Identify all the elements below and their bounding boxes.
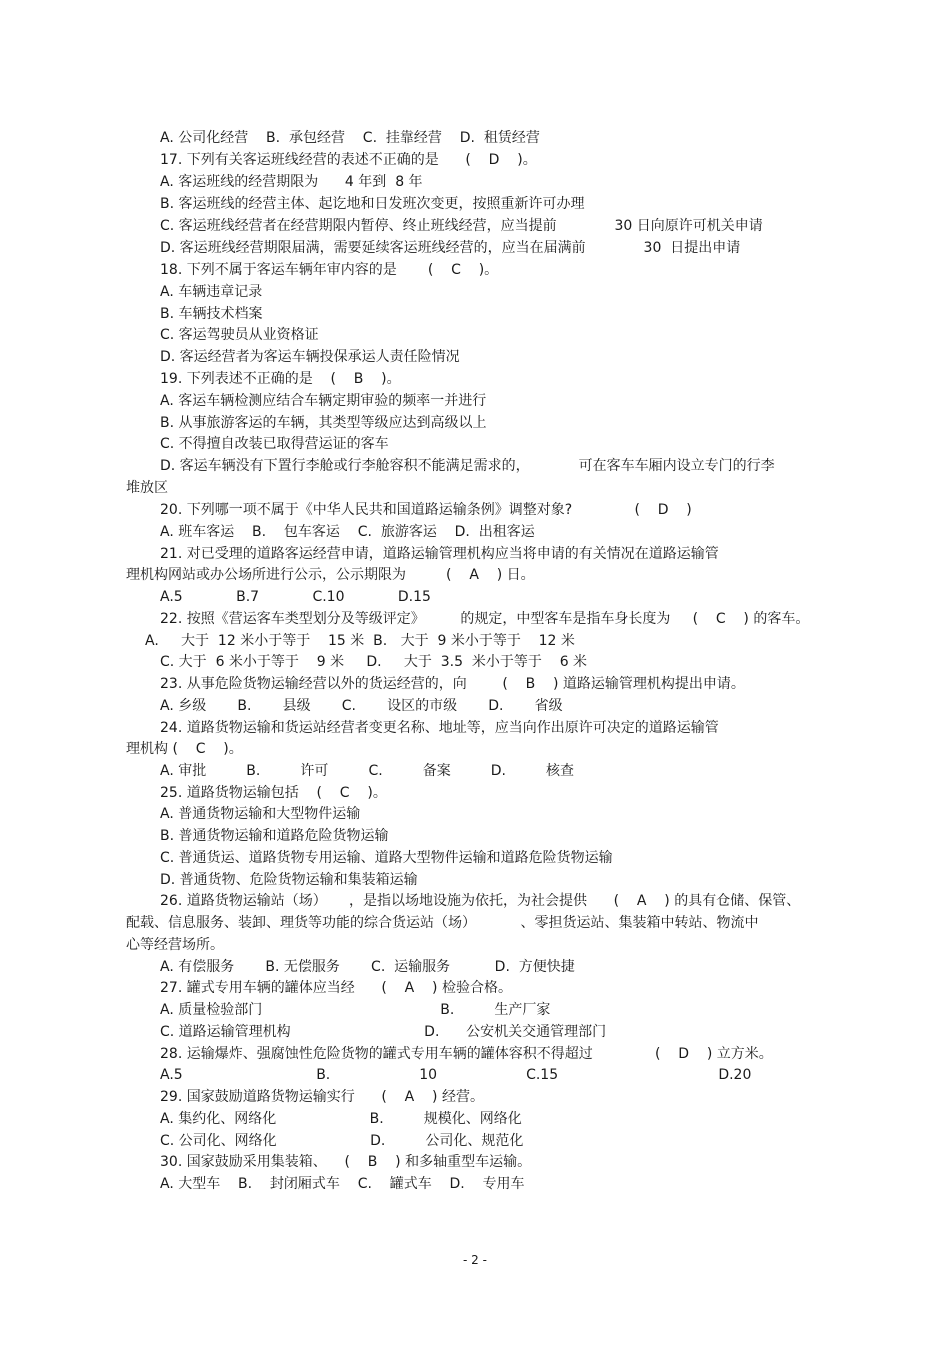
option-line: A. 客运车辆检测应结合车辆定期审验的频率一并进行	[160, 393, 487, 409]
option-line: B. 普通货物运输和道路危险货物运输	[160, 828, 389, 844]
page-number: - 2 -	[463, 1253, 487, 1267]
question-21: 21. 对已受理的道路客运经营申请，道路运输管理机构应当将申请的有关情况在道路运输管	[160, 546, 719, 562]
option-line-continued: 堆放区	[126, 480, 168, 496]
option-line: B. 从事旅游客运的车辆，其类型等级应达到高级以上	[160, 415, 487, 431]
option-line: A. 质量检验部门 B. 生产厂家	[160, 1002, 551, 1018]
option-line: D. 普通货物、危险货物运输和集装箱运输	[160, 872, 418, 888]
option-line: C. 道路运输管理机构 D. 公安机关交通管理部门	[160, 1024, 607, 1040]
option-line: A. 审批 B. 许可 C. 备案 D. 核查	[160, 763, 575, 779]
question-21-continued: 理机构网站或办公场所进行公示，公示期限为 ( A ) 日。	[126, 567, 535, 583]
question-29: 29. 国家鼓励道路货物运输实行 ( A ) 经营。	[160, 1089, 484, 1105]
option-line: A. 普通货物运输和大型物件运输	[160, 806, 361, 822]
option-line: A. 班车客运 B. 包车客运 C. 旅游客运 D. 出租客运	[160, 524, 535, 540]
question-19: 19. 下列表述不正确的是 ( B )。	[160, 371, 401, 387]
option-line: A. 有偿服务 B. 无偿服务 C. 运输服务 D. 方便快捷	[160, 959, 575, 975]
option-line: D. 客运车辆没有下置行李舱或行李舱容积不能满足需求的， 可在客车车厢内设立专门的行李	[160, 458, 775, 474]
option-line: B. 客运班线的经营主体、起讫地和日发班次变更，按照重新许可办理	[160, 196, 585, 212]
question-26: 26. 道路货物运输站（场） ，是指以场地设施为依托，为社会提供 ( A ) 的具有仓储、保管、	[160, 893, 801, 909]
option-line: A. 大型车 B. 封闭厢式车 C. 罐式车 D. 专用车	[160, 1176, 525, 1192]
option-line: D. 客运班线经营期限届满，需要延续客运班线经营的，应当在届满前 30 日提出申请	[160, 240, 741, 256]
option-line: C. 客运班线经营者在经营期限内暂停、终止班线经营，应当提前 30 日向原许可机关申请	[160, 218, 763, 234]
option-line: A. 大于 12 米小于等于 15 米 B. 大于 9 米小于等于 12 米	[145, 633, 575, 649]
option-line: C. 不得擅自改装已取得营运证的客车	[160, 436, 389, 452]
question-24: 24. 道路货物运输和货运站经营者变更名称、地址等，应当向作出原许可决定的道路运输管	[160, 720, 719, 736]
question-22: 22. 按照《营运客车类型划分及等级评定》 的规定，中型客车是指车身长度为 ( C ) 的客车。	[160, 611, 810, 627]
question-20: 20. 下列哪一项不属于《中华人民共和国道路运输条例》调整对象? ( D )	[160, 502, 692, 518]
question-17: 17. 下列有关客运班线经营的表述不正确的是 ( D )。	[160, 152, 537, 168]
text-line: A. 公司化经营 B. 承包经营 C. 挂靠经营 D. 租赁经营	[160, 130, 540, 146]
option-line: A. 车辆违章记录	[160, 284, 263, 300]
question-26-continued: 心等经营场所。	[126, 937, 224, 953]
question-30: 30. 国家鼓励采用集装箱、 ( B ) 和多轴重型车运输。	[160, 1154, 532, 1170]
question-18: 18. 下列不属于客运车辆年审内容的是 ( C )。	[160, 262, 499, 278]
option-line: C. 大于 6 米小于等于 9 米 D. 大于 3.5 米小于等于 6 米	[160, 654, 588, 670]
option-line: A. 客运班线的经营期限为 4 年到 8 年	[160, 174, 423, 190]
question-27: 27. 罐式专用车辆的罐体应当经 ( A ) 检验合格。	[160, 980, 512, 996]
question-24-continued: 理机构 ( C )。	[126, 741, 243, 757]
option-line: A.5 B.7 C.10 D.15	[160, 589, 431, 605]
option-line: C. 公司化、网络化 D. 公司化、规范化	[160, 1133, 524, 1149]
question-23: 23. 从事危险货物运输经营以外的货运经营的，向 ( B ) 道路运输管理机构提出申请。	[160, 676, 745, 692]
option-line: B. 车辆技术档案	[160, 306, 263, 322]
question-28: 28. 运输爆炸、强腐蚀性危险货物的罐式专用车辆的罐体容积不得超过 ( D ) 立方米。	[160, 1046, 773, 1062]
option-line: A. 集约化、网络化 B. 规模化、网络化	[160, 1111, 522, 1127]
option-line: C. 客运驾驶员从业资格证	[160, 327, 319, 343]
option-line: D. 客运经营者为客运车辆投保承运人责任险情况	[160, 349, 460, 365]
question-26-continued: 配载、信息服务、装卸、理货等功能的综合货运站（场） 、零担货运站、集装箱中转站、物流中	[126, 915, 759, 931]
option-line: C. 普通货运、道路货物专用运输、道路大型物件运输和道路危险货物运输	[160, 850, 613, 866]
question-25: 25. 道路货物运输包括 ( C )。	[160, 785, 387, 801]
option-line: A.5 B. 10 C.15 D.20	[160, 1067, 752, 1083]
option-line: A. 乡级 B. 县级 C. 设区的市级 D. 省级	[160, 698, 563, 714]
